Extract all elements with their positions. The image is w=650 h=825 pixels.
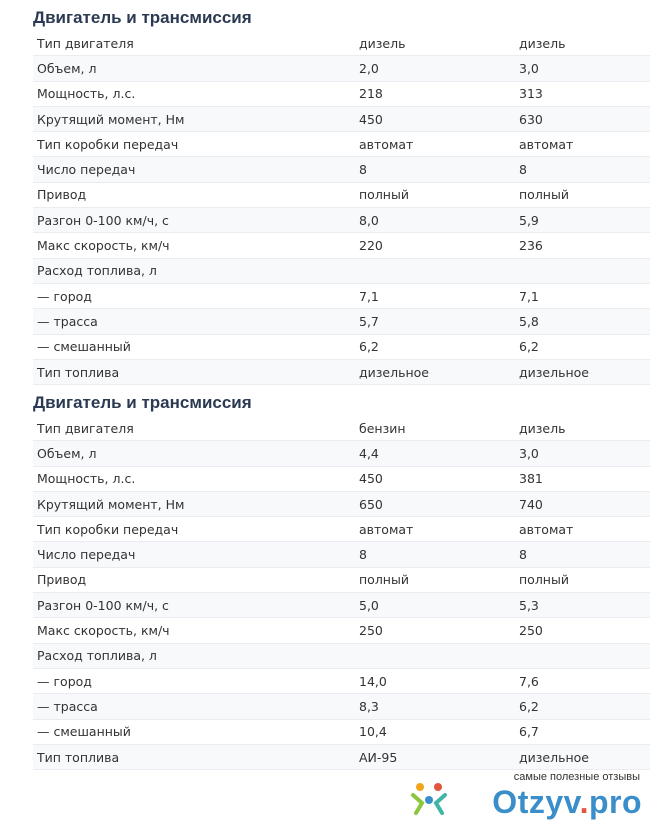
spec-value-car-2: дизель (515, 416, 650, 441)
spec-value-car-1: дизель (355, 31, 515, 56)
spec-label: Мощность, л.с. (33, 466, 355, 491)
spec-label: Привод (33, 182, 355, 207)
spec-value-car-1 (355, 258, 515, 283)
table-row (33, 719, 650, 744)
spec-value-car-2: 250 (515, 618, 650, 643)
spec-value-car-2: 8 (515, 542, 650, 567)
table-row (33, 593, 650, 618)
table-row (33, 466, 650, 491)
spec-value-car-2: 381 (515, 466, 650, 491)
spec-value-car-2: дизельное (515, 744, 650, 769)
spec-value-car-2: 630 (515, 106, 650, 131)
section-title: Двигатель и трансмиссия (33, 393, 252, 412)
table-row (33, 359, 650, 384)
spec-label: — трасса (33, 309, 355, 334)
table-row (33, 157, 650, 182)
spec-label: Тип топлива (33, 359, 355, 384)
table-row (33, 668, 650, 693)
spec-label: — смешанный (33, 334, 355, 359)
spec-value-car-1: 5,0 (355, 593, 515, 618)
spec-value-car-2: 313 (515, 81, 650, 106)
table-row (33, 334, 650, 359)
spec-value-car-2: 3,0 (515, 441, 650, 466)
spec-label: Тип топлива (33, 744, 355, 769)
spec-label: Объем, л (33, 56, 355, 81)
spec-value-car-1: 14,0 (355, 668, 515, 693)
spec-label: — город (33, 283, 355, 308)
spec-value-car-2: полный (515, 567, 650, 592)
spec-label: Объем, л (33, 441, 355, 466)
spec-label: Привод (33, 567, 355, 592)
spec-value-car-1: 8 (355, 542, 515, 567)
spec-table (33, 416, 650, 770)
spec-value-car-1: 650 (355, 491, 515, 516)
spec-label: Число передач (33, 157, 355, 182)
spec-label: Тип двигателя (33, 416, 355, 441)
table-row (33, 106, 650, 131)
spec-label: Тип коробки передач (33, 132, 355, 157)
spec-value-car-2: 6,7 (515, 719, 650, 744)
spec-value-car-2: автомат (515, 517, 650, 542)
spec-value-car-1 (355, 643, 515, 668)
spec-label: Расход топлива, л (33, 643, 355, 668)
spec-value-car-2: 6,2 (515, 694, 650, 719)
spec-label: Макс скорость, км/ч (33, 618, 355, 643)
spec-value-car-1: 250 (355, 618, 515, 643)
spec-value-car-2: 5,3 (515, 593, 650, 618)
spec-value-car-2: 236 (515, 233, 650, 258)
spec-value-car-1: 10,4 (355, 719, 515, 744)
spec-label: Расход топлива, л (33, 258, 355, 283)
table-row (33, 132, 650, 157)
spec-value-car-1: автомат (355, 517, 515, 542)
spec-label: — трасса (33, 694, 355, 719)
table-row (33, 283, 650, 308)
table-row (33, 694, 650, 719)
table-row (33, 81, 650, 106)
spec-value-car-1: 220 (355, 233, 515, 258)
table-row (33, 744, 650, 769)
spec-value-car-2: 740 (515, 491, 650, 516)
spec-label: Разгон 0-100 км/ч, с (33, 208, 355, 233)
spec-table (33, 31, 650, 385)
spec-label: — смешанный (33, 719, 355, 744)
otzyv-watermark (410, 771, 642, 819)
spec-value-car-1: полный (355, 182, 515, 207)
spec-value-car-1: 218 (355, 81, 515, 106)
table-row (33, 258, 650, 283)
spec-label: Макс скорость, км/ч (33, 233, 355, 258)
section-title: Двигатель и трансмиссия (33, 8, 252, 27)
table-row (33, 31, 650, 56)
watermark-tagline: самые полезные отзывы (513, 771, 640, 783)
spec-label: Разгон 0-100 км/ч, с (33, 593, 355, 618)
spec-label: Тип двигателя (33, 31, 355, 56)
spec-value-car-1: бензин (355, 416, 515, 441)
spec-value-car-1: 2,0 (355, 56, 515, 81)
people-logo-icon (410, 779, 448, 817)
table-row (33, 56, 650, 81)
spec-value-car-2: 7,6 (515, 668, 650, 693)
spec-value-car-2: автомат (515, 132, 650, 157)
spec-value-car-2: 5,8 (515, 309, 650, 334)
watermark-logo-text: Otzyv.pro (492, 784, 642, 820)
spec-value-car-2: полный (515, 182, 650, 207)
spec-value-car-2: 5,9 (515, 208, 650, 233)
spec-value-car-2: дизельное (515, 359, 650, 384)
spec-value-car-1: 6,2 (355, 334, 515, 359)
spec-value-car-1: дизельное (355, 359, 515, 384)
spec-label: Тип коробки передач (33, 517, 355, 542)
spec-section-1 (33, 5, 650, 385)
spec-value-car-1: 8,3 (355, 694, 515, 719)
table-row (33, 416, 650, 441)
spec-label: Мощность, л.с. (33, 81, 355, 106)
spec-value-car-1: 4,4 (355, 441, 515, 466)
spec-label: Число передач (33, 542, 355, 567)
table-row (33, 182, 650, 207)
table-row (33, 208, 650, 233)
spec-value-car-2: дизель (515, 31, 650, 56)
spec-value-car-1: 450 (355, 466, 515, 491)
spec-label: Крутящий момент, Нм (33, 491, 355, 516)
spec-value-car-2 (515, 643, 650, 668)
spec-section-2 (33, 390, 650, 770)
spec-value-car-2: 8 (515, 157, 650, 182)
spec-label: — город (33, 668, 355, 693)
table-row (33, 517, 650, 542)
spec-value-car-1: 8,0 (355, 208, 515, 233)
spec-value-car-1: 8 (355, 157, 515, 182)
table-row (33, 309, 650, 334)
spec-value-car-2 (515, 258, 650, 283)
spec-value-car-1: 450 (355, 106, 515, 131)
spec-value-car-2: 3,0 (515, 56, 650, 81)
spec-value-car-1: 5,7 (355, 309, 515, 334)
spec-label: Крутящий момент, Нм (33, 106, 355, 131)
table-row (33, 542, 650, 567)
table-row (33, 233, 650, 258)
spec-value-car-2: 7,1 (515, 283, 650, 308)
spec-value-car-1: полный (355, 567, 515, 592)
table-row (33, 567, 650, 592)
table-row (33, 491, 650, 516)
table-row (33, 643, 650, 668)
spec-value-car-1: 7,1 (355, 283, 515, 308)
spec-value-car-1: автомат (355, 132, 515, 157)
spec-value-car-2: 6,2 (515, 334, 650, 359)
table-row (33, 441, 650, 466)
table-row (33, 618, 650, 643)
spec-value-car-1: АИ-95 (355, 744, 515, 769)
